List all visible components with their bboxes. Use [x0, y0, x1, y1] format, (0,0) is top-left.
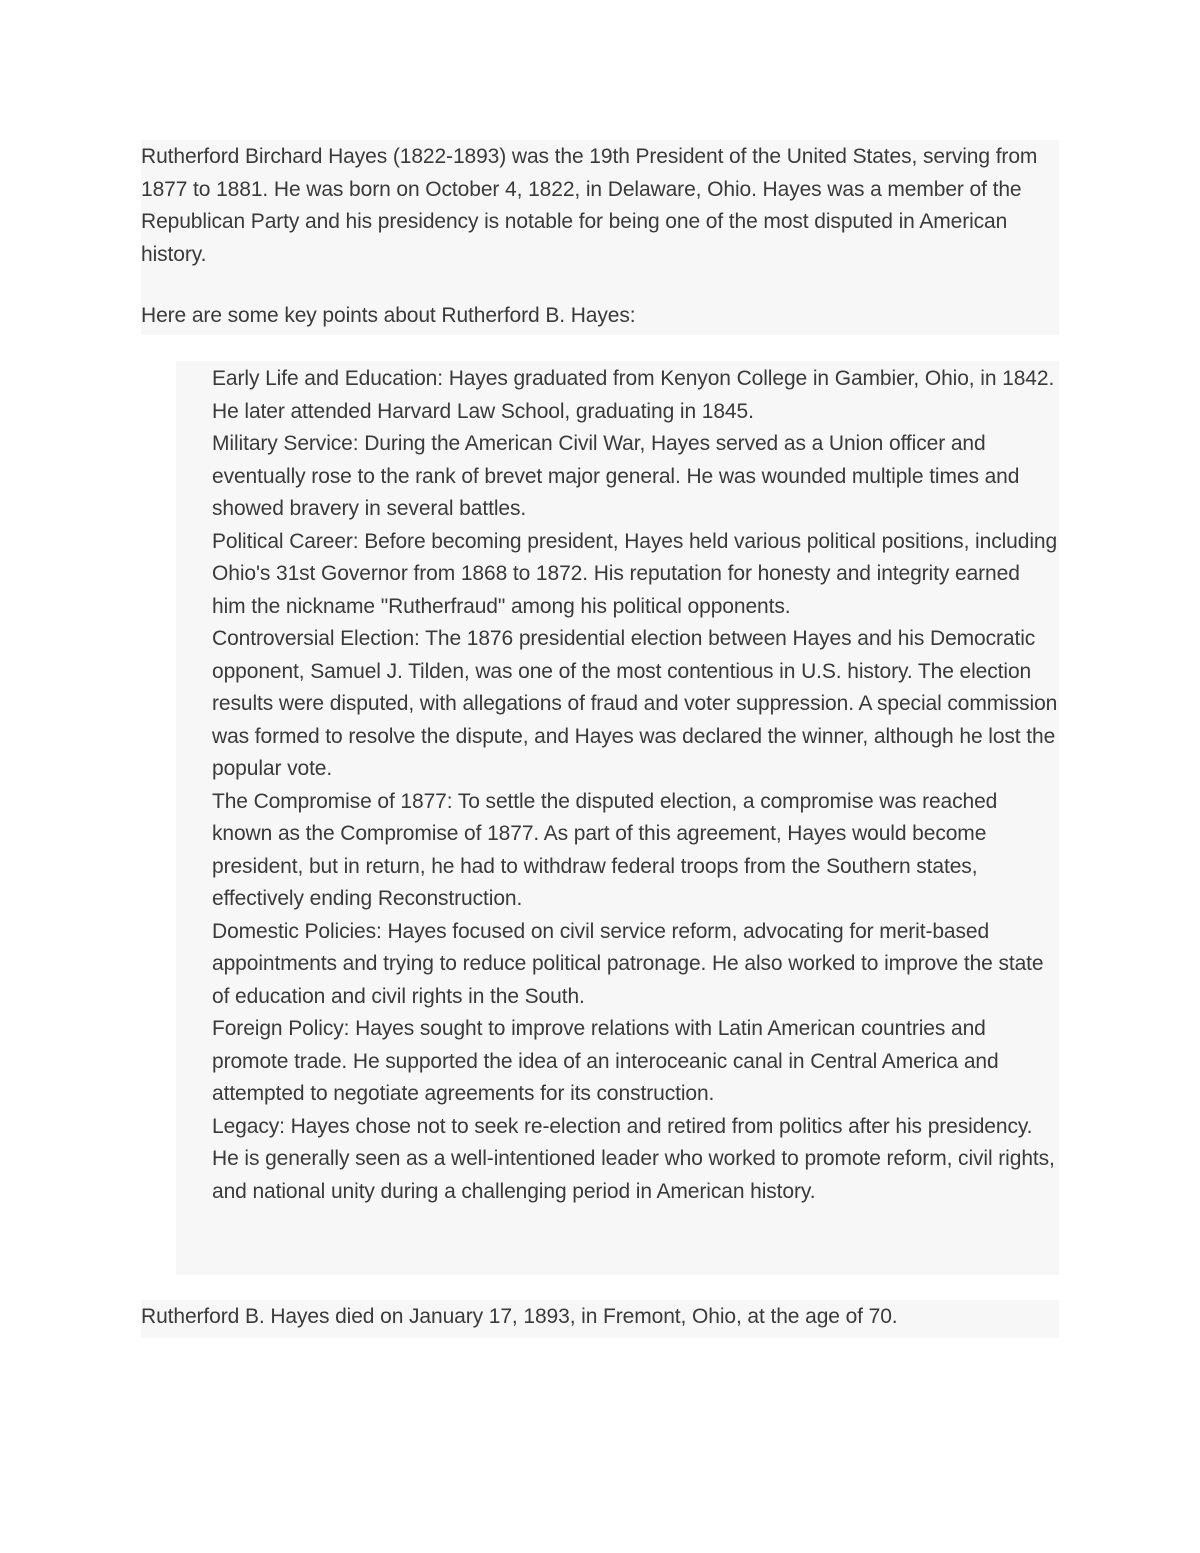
key-points-lead: Here are some key points about Rutherford B. Hayes: [141, 304, 636, 327]
intro-paragraph: Rutherford Birchard Hayes (1822-1893) was the 19th President of the United States, serving from 1877 to 1881. He was born on October 4, 1822, in Delaware, Ohio. Hayes was a member of the Republican Party and his presidency is notable for being one of the most disputed in American history. [141, 145, 1038, 266]
closing-paragraph: Rutherford B. Hayes died on January 17, 1893, in Fremont, Ohio, at the age of 70. [141, 1305, 898, 1328]
point-domestic-policies: Domestic Policies: Hayes focused on civil service reform, advocating for merit-based appointments and trying to reduce political patronage. He also worked to improve the state of education and civil rights in the South. [212, 919, 1044, 1008]
point-compromise-1877: The Compromise of 1877: To settle the disputed election, a compromise was reached known as the Compromise of 1877. As part of this agreement, Hayes would become president, but in return, he had to withdraw federal troops from the Southern states, effectively ending Reconstruction. [212, 789, 998, 910]
point-early-life: Early Life and Education: Hayes graduated from Kenyon College in Gambier, Ohio, in 1842. He later attended Harvard Law School, graduating in 1845. [212, 367, 1055, 423]
key-points-list [176, 361, 1059, 1208]
intro-section [141, 140, 1059, 335]
point-foreign-policy: Foreign Policy: Hayes sought to improve relations with Latin American countries and promote trade. He supported the idea of an interoceanic canal in Central America and attempted to negotiate agreements for its construction. [212, 1017, 999, 1105]
point-legacy: Legacy: Hayes chose not to seek re-election and retired from politics after his presidency. He is generally seen as a well-intentioned leader who worked to promote reform, civil rights, and national unity during a challenging period in American history. [212, 1114, 1055, 1203]
closing-section [141, 1300, 1059, 1338]
key-points-section [176, 361, 1059, 1275]
point-military-service: Military Service: During the American Civil War, Hayes served as a Union officer and eventually rose to the rank of brevet major general. He was wounded multiple times and showed bravery in several battles. [212, 432, 1020, 520]
point-controversial-election: Controversial Election: The 1876 presidential election between Hayes and his Democratic opponent, Samuel J. Tilden, was one of the most contentious in U.S. history. The election results were disputed, with allegations of fraud and voter suppression. A special commission was formed to resolve the dispute, and Hayes was declared the winner, although he lost the popular vote. [212, 627, 1058, 780]
point-political-career: Political Career: Before becoming president, Hayes held various political positions, including Ohio's 31st Governor from 1868 to 1872. His reputation for honesty and integrity earned him the nickname "Rutherfraud" among his political opponents. [212, 529, 1058, 618]
